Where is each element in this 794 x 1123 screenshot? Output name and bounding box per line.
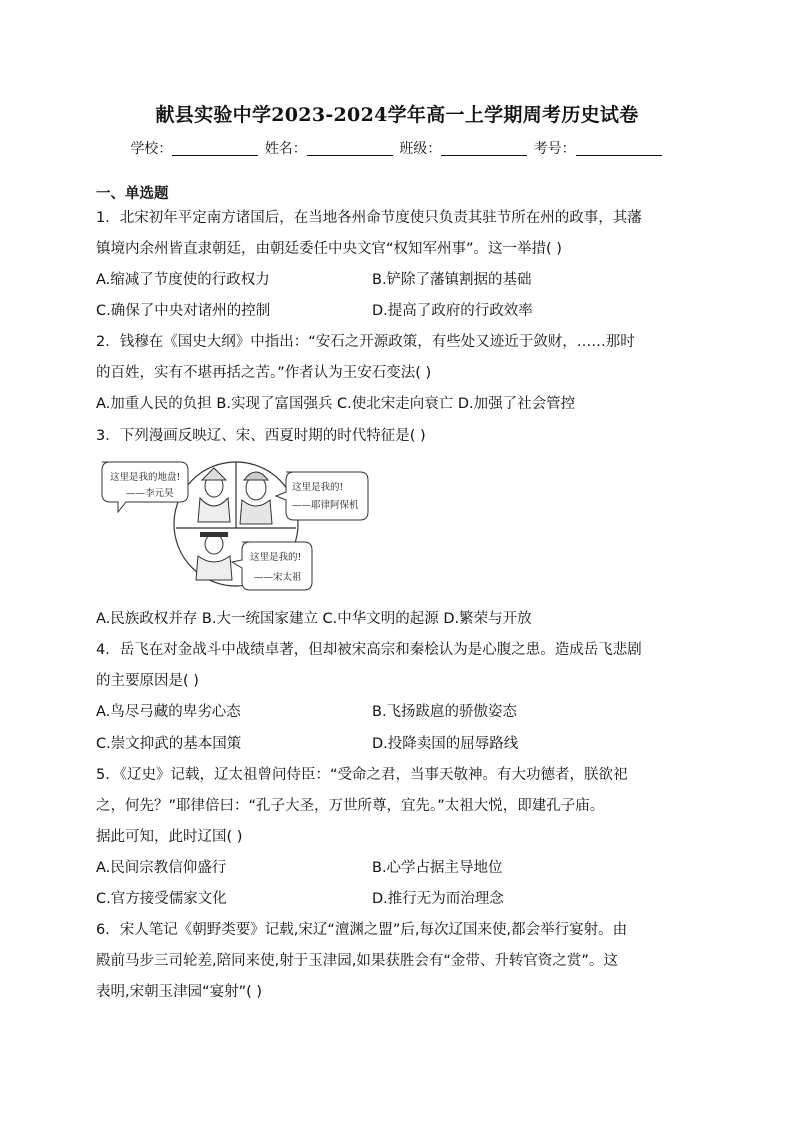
bubble2-text: 这里是我的!: [292, 482, 344, 493]
q1-option-b[interactable]: B.铲除了藩镇割据的基础: [372, 272, 532, 288]
bubble3-text: 这里是我的!: [250, 552, 302, 563]
q4-option-c[interactable]: C.崇文抑武的基本国策: [96, 736, 242, 752]
number-blank[interactable]: [576, 140, 662, 156]
q4-option-b[interactable]: B.飞扬跋扈的骄傲姿态: [372, 704, 518, 720]
cartoon-figure: [96, 456, 376, 596]
name-label: 姓名：: [264, 141, 307, 157]
school-blank[interactable]: [172, 140, 258, 156]
q1-line-2: 镇境内余州皆直隶朝廷，由朝廷委任中央文官“权知军州事”。这一举措( ): [96, 241, 562, 257]
q5-option-c[interactable]: C.官方接受儒家文化: [96, 891, 227, 907]
q2-line-2: 的百姓，实有不堪再括之苦。”作者认为王安石变法( ): [96, 365, 432, 381]
q1-option-d[interactable]: D.提高了政府的行政效率: [372, 303, 533, 319]
q6-line-1: 6．宋人笔记《朝野类要》记载,宋辽“澶渊之盟”后,每次辽国来使,都会举行宴射。由: [96, 922, 628, 938]
q5-option-a[interactable]: A.民间宗教信仰盛行: [96, 860, 227, 876]
q5-line-3: 据此可知，此时辽国( ): [96, 829, 243, 845]
q4-option-a[interactable]: A.鸟尽弓藏的卑劣心态: [96, 704, 241, 720]
q4-option-d[interactable]: D.投降卖国的屈辱路线: [372, 736, 519, 752]
speech-bubble-1: [102, 462, 188, 512]
q1-line-1: 1．北宋初年平定南方诸国后，在当地各州命节度使只负责其驻节所在州的政事，其藩: [96, 210, 642, 226]
student-info-row: [0, 138, 794, 158]
bubble2-speaker: ——耶律阿保机: [292, 500, 359, 511]
q3-options[interactable]: A.民族政权并存 B.大一统国家建立 C.中华文明的起源 D.繁荣与开放: [96, 611, 532, 627]
q5-line-2: 之，何先？”耶律倍曰：“孔子大圣，万世所尊，宜先。”太祖大悦，即建孔子庙。: [96, 798, 605, 814]
q4-line-1: 4．岳飞在对金战斗中战绩卓著，但却被宋高宗和秦桧认为是心腹之患。造成岳飞悲剧: [96, 642, 642, 658]
bubble3-speaker: ——宋太祖: [254, 572, 302, 583]
speech-bubble-3: [232, 542, 312, 590]
q5-option-b[interactable]: B.心学占据主导地位: [372, 860, 503, 876]
official-hat: [200, 532, 228, 537]
section-title: 一、单选题: [96, 186, 169, 202]
class-label: 班级：: [399, 141, 442, 157]
class-blank[interactable]: [441, 140, 527, 156]
number-label: 考号：: [533, 141, 576, 157]
school-label: 学校：: [130, 141, 173, 157]
q5-line-1: 5．《辽史》记载，辽太祖曾问侍臣：“受命之君，当事天敬神。有大功德者，朕欲祀: [96, 767, 628, 783]
q2-line-1: 2．钱穆在《国史大纲》中指出：“安石之开源政策，有些处又迹近于敛财，……那时: [96, 334, 635, 350]
bubble1-speaker: ——李元昊: [126, 488, 174, 499]
cartoon-svg: [96, 456, 376, 596]
q4-line-2: 的主要原因是( ): [96, 673, 199, 689]
exam-title: 献县实验中学2023-2024学年高一上学期周考历史试卷: [155, 104, 639, 126]
bubble1-text: 这里是我的地盘!: [110, 472, 181, 483]
name-blank[interactable]: [307, 140, 393, 156]
speech-bubble-2: [276, 472, 368, 520]
q1-option-a[interactable]: A.缩减了节度使的行政权力: [96, 272, 270, 288]
q3-line-1: 3．下列漫画反映辽、宋、西夏时期的时代特征是( ): [96, 428, 426, 444]
q2-options[interactable]: A.加重人民的负担 B.实现了富国强兵 C.使北宋走向衰亡 D.加强了社会管控: [96, 396, 576, 412]
q6-line-3: 表明,宋朝玉津园“宴射”( ): [96, 984, 263, 1000]
q6-line-2: 殿前马步三司轮差,陪同来使,射于玉津园,如果获胜会有“金带、升转官资之赏”。这: [96, 953, 618, 969]
q5-option-d[interactable]: D.推行无为而治理念: [372, 891, 504, 907]
q1-option-c[interactable]: C.确保了中央对诸州的控制: [96, 303, 271, 319]
